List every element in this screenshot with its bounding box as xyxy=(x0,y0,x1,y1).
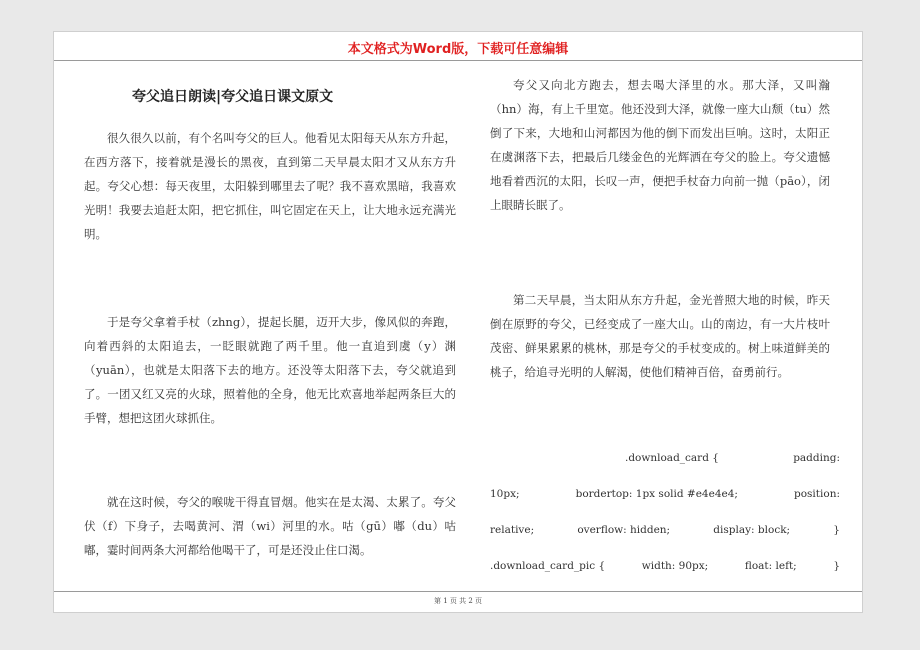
article-title: 夸父追日朗读|夸父追日课文原文 xyxy=(132,89,334,105)
right-paragraph-2: 第二天早晨，当太阳从东方升起，金光普照大地的时候，昨天倒在原野的夸父，已经变成了一座大山。山的南边，有一大片枝叶茂密、鲜果累累的桃林，那是夸父的手杖变成的。树上味道鲜美的桃子，给追寻光明的人解渴，使他们精神百倍，奋勇前行。 xyxy=(490,293,830,379)
css-row: .download_card { padding: xyxy=(625,452,840,464)
right-paragraph-1: 夸父又向北方跑去，想去喝大泽里的水。那大泽，又叫瀚（hn）海，有上千里宽。他还没到大泽，就像一座大山颓（tu）然倒了下来，大地和山河都因为他的倒下而发出巨响。这时，太阳正在虞渊落下去，把最后几缕金色的光辉洒在夸父的脸上。夸父遗憾地看着西沉的太阳，长叹一声，便把手杖奋力向前一抛（pāo），闭上眼睛长眠了。 xyxy=(490,78,830,212)
left-paragraph-2: 于是夸父拿着手杖（zhng），提起长腿，迈开大步，像风似的奔跑，向着西斜的太阳追去，一眨眼就跑了两千里。他一直追到虞（y）渊（yuān），也就是太阳落下去的地方。还没等太阳落下去，夸父就追到了。一团又红又亮的火球，照着他的全身，他无比欢喜地举起两条巨大的手臂，想把这团火球抓住。 xyxy=(84,315,456,425)
css-row: 10px; bordertop: 1px solid #e4e4e4; position: xyxy=(490,488,840,500)
left-paragraph-1: 很久很久以前，有个名叫夸父的巨人。他看见太阳每天从东方升起，在西方落下，接着就是漫长的黑夜，直到第二天早晨太阳才又从东方升起。夸父心想：每天夜里，太阳躲到哪里去了呢？我不喜欢黑暗，我喜欢光明！我要去追赶太阳，把它抓住，叫它固定在天上，让大地永远充满光明。 xyxy=(84,131,456,241)
css-row: relative; overflow: hidden; display: block; } xyxy=(490,524,840,536)
left-paragraph-3: 就在这时候，夸父的喉咙干得直冒烟。他实在是太渴、太累了。夸父伏（f）下身子，去喝黄河、渭（wi）河里的水。咕（gū）嘟（du）咕嘟，霎时间两条大河都给他喝干了，可是还没止住口渴。 xyxy=(84,495,456,557)
document-page xyxy=(53,31,863,613)
css-row: .download_card_pic { width: 90px; float: left; } xyxy=(490,560,840,572)
footer-rule xyxy=(54,591,862,592)
css-snippet xyxy=(490,440,840,584)
page-number: 第 1 页 共 2 页 xyxy=(433,597,483,605)
format-watermark: 本文格式为Word版，下载可任意编辑 xyxy=(347,42,569,57)
header-rule xyxy=(54,60,862,61)
